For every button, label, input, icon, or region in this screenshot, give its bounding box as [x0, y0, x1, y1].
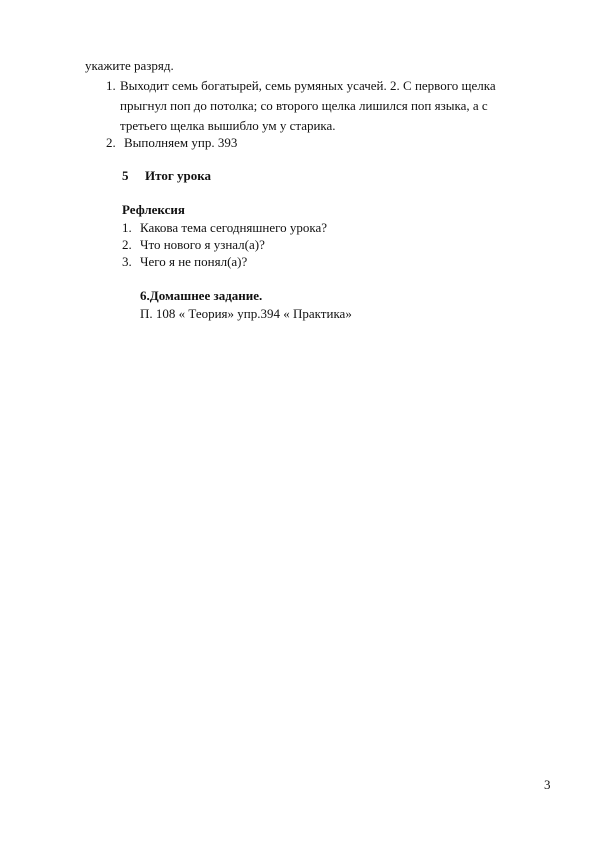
- reflection-question-1-number: 1.: [122, 220, 132, 235]
- section-5-title: Итог урока: [145, 168, 212, 183]
- exercise-item-1-number: 1.: [106, 78, 116, 93]
- exercise-item-1-line-3: третьего щелка вышибло ум у старика.: [120, 118, 336, 133]
- reflection-heading: Рефлексия: [122, 202, 185, 217]
- reflection-question-2-number: 2.: [122, 237, 132, 252]
- exercise-item-2-number: 2.: [106, 135, 116, 150]
- reflection-question-2-text: Что нового я узнал(а)?: [140, 237, 265, 252]
- section-5-number: 5: [122, 168, 129, 183]
- reflection-question-1-text: Какова тема сегодняшнего урока?: [140, 220, 328, 235]
- intro-text: укажите разряд.: [85, 58, 174, 73]
- exercise-item-1-line-1: Выходит семь богатырей, семь румяных усачей. 2. С первого щелка: [120, 78, 496, 93]
- page-number: 3: [544, 777, 551, 792]
- reflection-question-3-number: 3.: [122, 254, 132, 269]
- reflection-question-3-text: Чего я не понял(а)?: [140, 254, 248, 269]
- homework-heading: 6.Домашнее задание.: [140, 288, 263, 303]
- homework-text: П. 108 « Теория» упр.394 « Практика»: [140, 306, 352, 321]
- exercise-item-1-line-2: прыгнул поп до потолка; со второго щелка лишился поп языка, а с: [120, 98, 488, 113]
- exercise-item-2-text: Выполняем упр. 393: [124, 135, 238, 150]
